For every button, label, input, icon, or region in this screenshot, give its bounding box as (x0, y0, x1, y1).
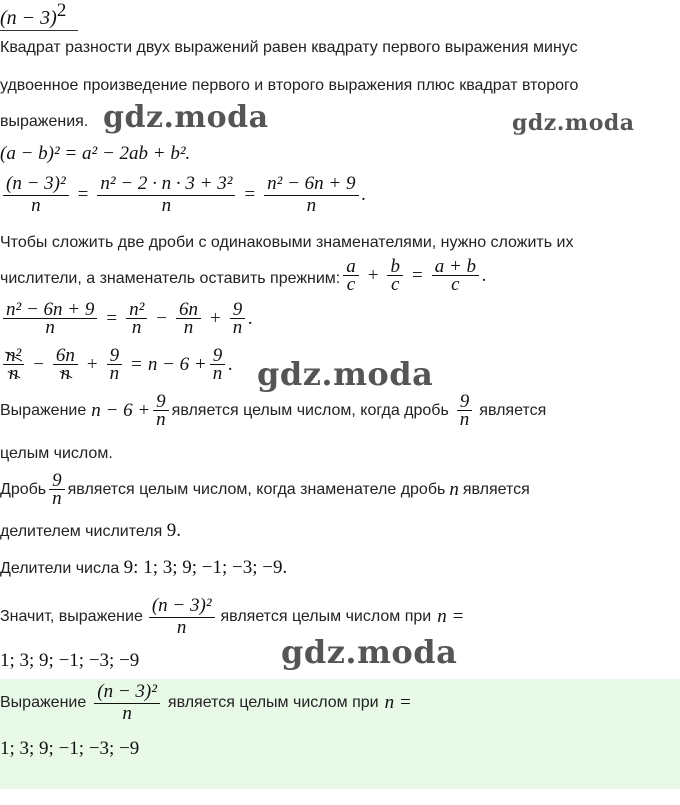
fraction: $\frac{9}{n}$ (457, 393, 473, 428)
watermark: gdz.moda (281, 633, 458, 671)
fraction: $\frac{\text{n² − 6n + 9}}{n}$ (3, 301, 97, 336)
fraction-integer-explanation: Дробь $\frac{9}{n}$ является целым числом, когда знаменателе дробь n является (0, 470, 530, 509)
fraction: $\frac{\text{(n − 3)²}}{n}$ (94, 681, 160, 724)
fraction: $\frac{\text{n² − 6n + 9}}{n}$ (264, 173, 358, 216)
divisors-line: Делители числа 9: 1; 3; 9; −1; −3; −9. (0, 557, 288, 578)
split-equation: $\frac{\text{n² − 6n + 9}}{n}$ = $\frac{\text{n²}}{n}$ − $\frac{6n}{n}$ + $\frac{9}{n}$ . (0, 301, 253, 336)
answer-line: Выражение $\frac{\text{(n − 3)²}}{n}$ является целым числом при n = (0, 681, 412, 724)
conclusion-values: 1; 3; 9; −1; −3; −9 (0, 650, 140, 671)
fraction: $\frac{\text{n² − 2 · n · 3 + 3²}}{n}$ (97, 173, 235, 216)
integer-explanation: Выражение n − 6 + $\frac{9}{n}$ является целым числом, когда дробь $\frac{9}{n}$ является (0, 391, 547, 430)
rule-text-line-3: выражения. (0, 113, 89, 130)
fraction: $\frac{\text{(n − 3)²}}{n}$ (149, 595, 215, 638)
watermark: gdz.moda (257, 355, 434, 393)
fraction-rule-text-1: Чтобы сложить две дроби с одинаковыми знаменателями, нужно сложить их (0, 234, 574, 251)
fraction: $\frac{\text{n²}}{n}$ (126, 301, 147, 336)
rule-text-line-1: Квадрат разности двух выражений равен квадрату первого выражения минус (0, 39, 578, 56)
fraction: $\frac{9}{n}$ (210, 347, 226, 382)
header-expression: $(n - 3)^2$ (0, 0, 67, 29)
expansion-equation: $\frac{\text{(n − 3)²}}{n}$ = $\frac{\text{n² − 2 · n · 3 + 3²}}{n}$ = $\frac{\text{n² − 6n + 9}}{n}$ . (0, 173, 366, 216)
fraction: $\frac{b}{c}$ (387, 258, 403, 293)
fraction: $\frac{9}{n}$ (49, 472, 65, 507)
fraction: $\frac{\text{(n − 3)²}}{n}$ (3, 173, 69, 216)
fraction: $\frac{6n}{n}$ (53, 347, 78, 382)
header-underline (0, 30, 78, 31)
simplify-equation: $\frac{\text{n²}}{n}$ − $\frac{6n}{n}$ + $\frac{9}{n}$ = n − 6 + $\frac{9}{n}$ . (0, 347, 233, 382)
watermark: gdz.moda (512, 110, 635, 136)
answer-values: 1; 3; 9; −1; −3; −9 (0, 738, 140, 759)
fraction: $\frac{a + b}{c}$ (432, 258, 479, 293)
integer-explanation-line-2: целым числом. (0, 445, 113, 462)
fraction: $\frac{\text{n²}}{n}$ (3, 347, 24, 382)
fraction-integer-line-2: делителем числителя 9. (0, 520, 181, 541)
fraction: $\frac{9}{n}$ (107, 347, 123, 382)
formula-square-difference: (a − b)² = a² − 2ab + b². (0, 143, 191, 164)
fraction: $\frac{a}{c}$ (343, 258, 359, 293)
fraction: $\frac{9}{n}$ (153, 393, 169, 428)
rule-text-line-2: удвоенное произведение первого и второго выражения плюс квадрат второго (0, 77, 579, 94)
fraction: $\frac{6n}{n}$ (176, 301, 201, 336)
watermark: gdz.moda (103, 100, 269, 135)
fraction: $\frac{9}{n}$ (230, 301, 246, 336)
conclusion-line: Значит, выражение $\frac{\text{(n − 3)²}}{n}$ является целым числом при n = (0, 595, 465, 638)
fraction-rule-line: числители, а знаменатель оставить прежним: $\frac{a}{c}$ + $\frac{b}{c}$ = $\frac{a + b}{c}$ . (0, 256, 487, 295)
